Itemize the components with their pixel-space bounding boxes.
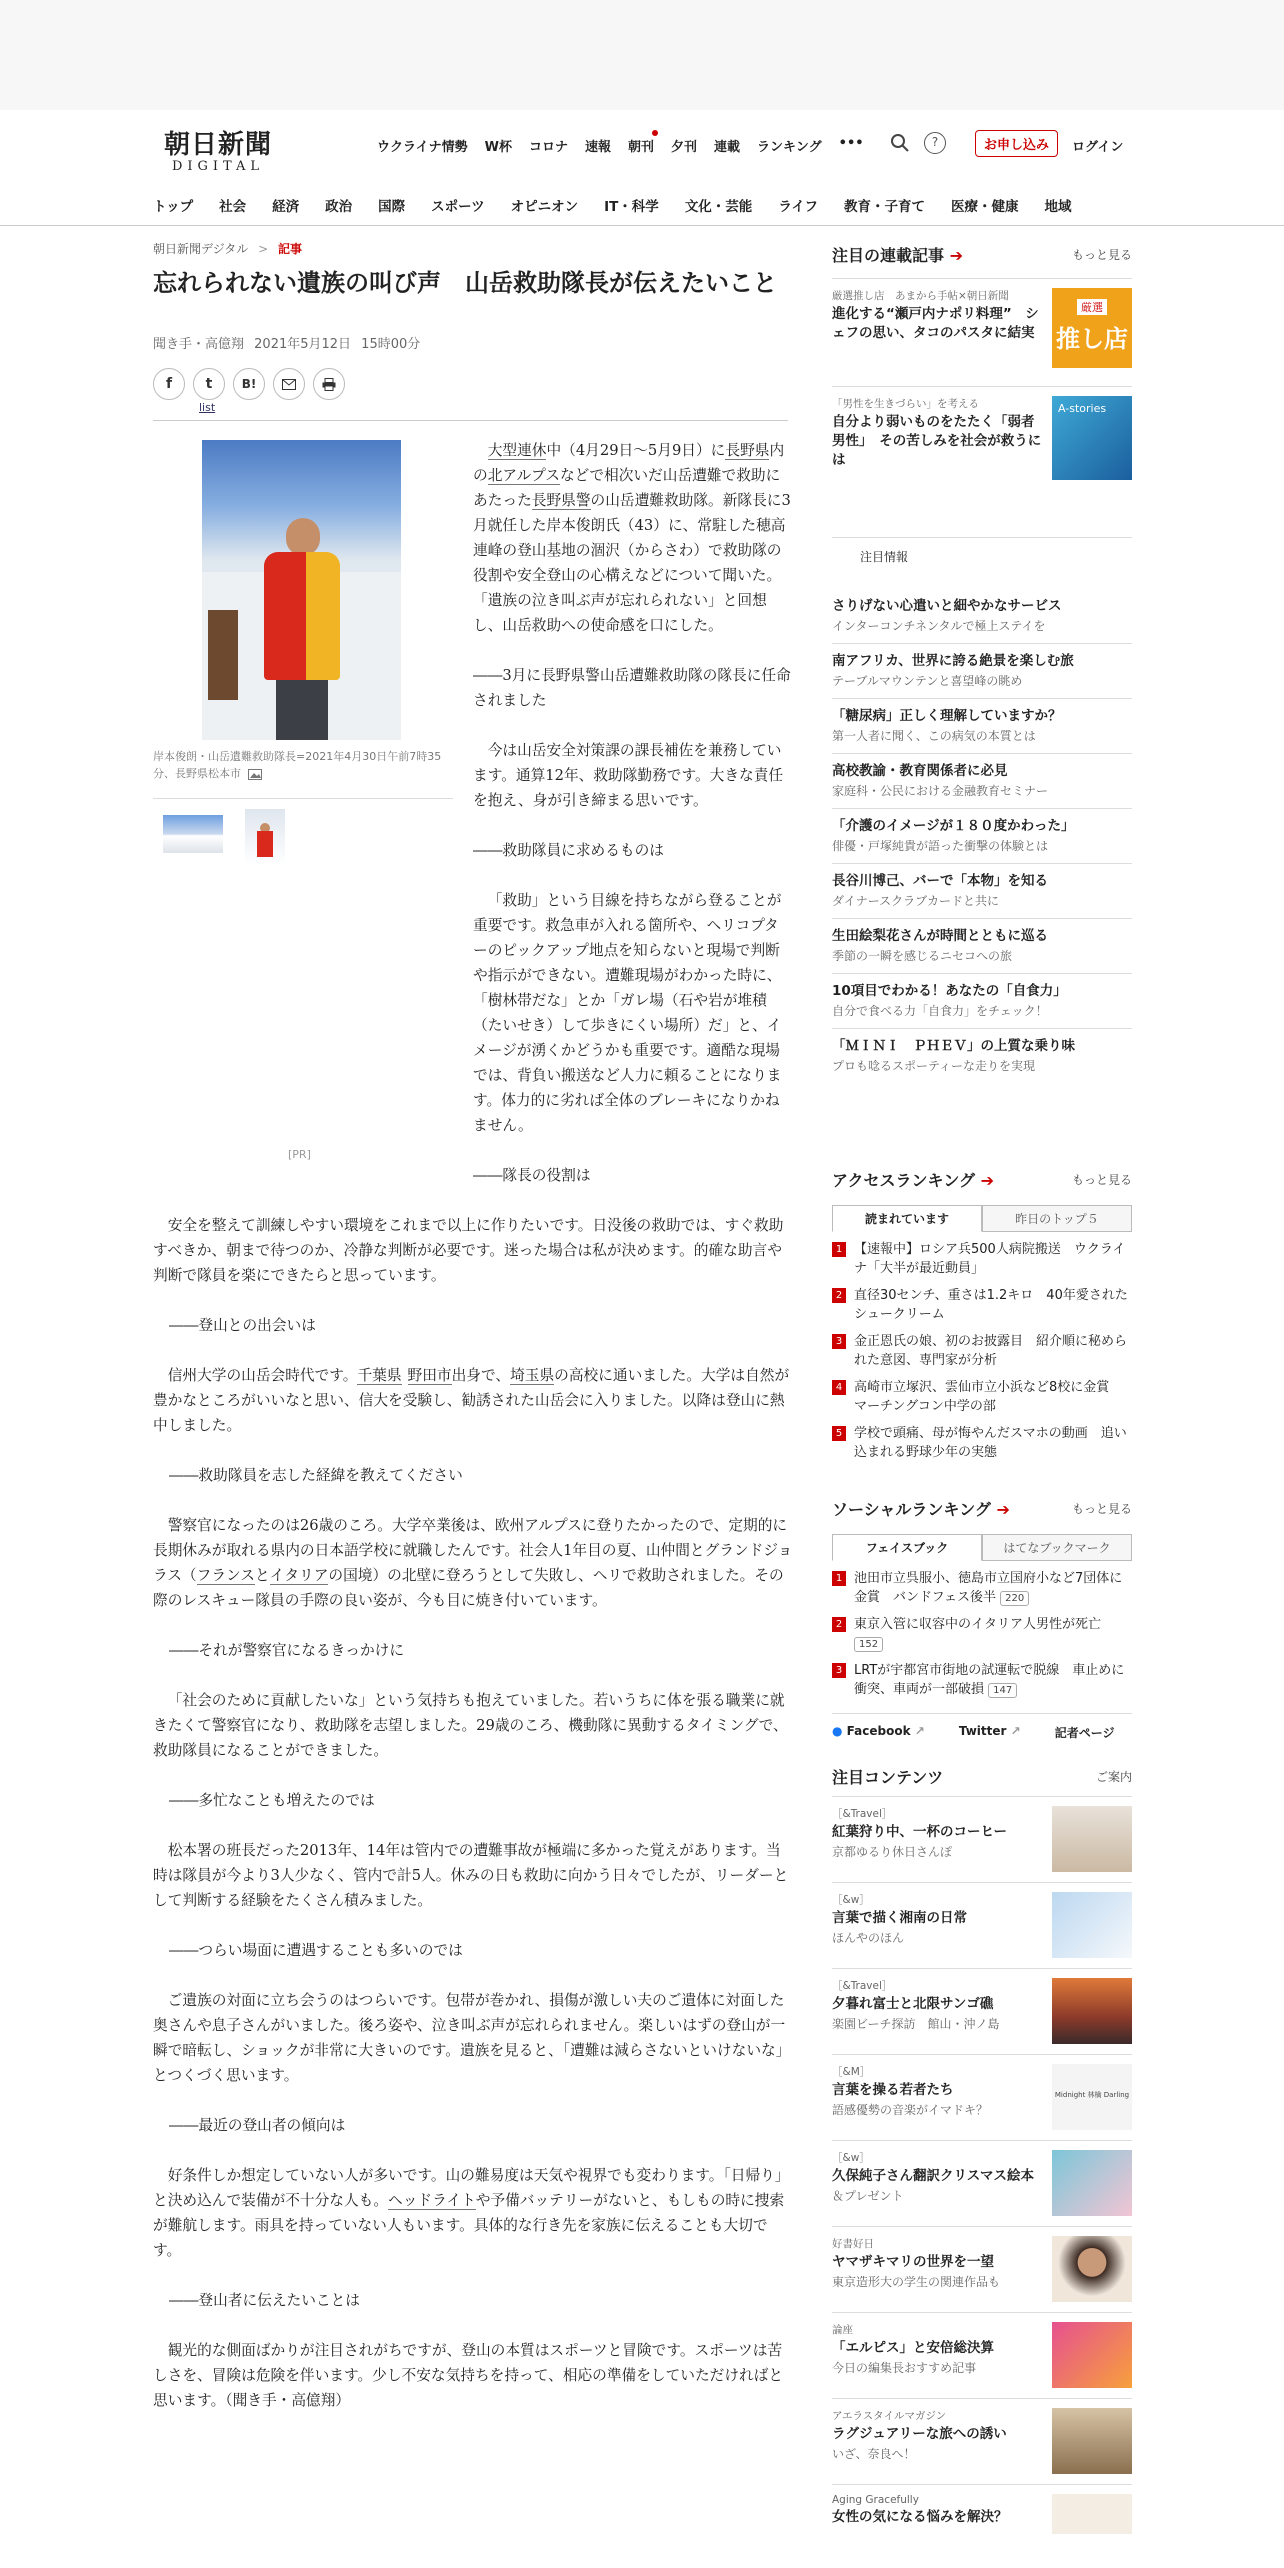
series-item-label: 厳選推し店 あまから手帖×朝日新聞	[832, 290, 1009, 302]
answer-9-text-2: や予備バッテリーがないと、もしもの時に捜索が難航します。雨具を持っていない人もいます。具体的な行き先を家族に伝えることも大切です。	[153, 2192, 785, 2259]
breadcrumb-home[interactable]: 朝日新聞デジタル	[153, 242, 249, 256]
content-label: ［&w］	[832, 2152, 870, 2164]
content-sub: いざ、奈良へ！	[832, 2447, 916, 2461]
topnav-ukraine[interactable]: ウクライナ情勢	[377, 140, 468, 155]
tag-link-saitama[interactable]: 埼玉県	[510, 1367, 555, 1384]
article-title: 忘れられない遺族の叫び声 山岳救助隊長が伝えたいこと	[153, 269, 777, 297]
nav-society[interactable]: 社会	[219, 199, 247, 215]
series-item-title: 進化する“瀬戸内ナポリ料理” シェフの思い、タコのパスタに結実	[832, 306, 1039, 341]
answer-4-text-3: の高校に通いました。大学は自然が豊かなところがいいなと思い、信大を受験し、勧誘された山岳会に入りました。以降は登山に熱中しました。	[153, 1367, 790, 1434]
content-label: ［&Travel］	[832, 1808, 893, 1820]
article-date: 2021年5月12日 15時00分	[254, 337, 421, 352]
content-item[interactable]	[832, 2484, 1132, 2544]
share-bar	[153, 368, 345, 400]
ranking-item[interactable]	[832, 1424, 1132, 1462]
share-count-badge: 220	[1000, 1591, 1029, 1606]
ranking-title: 【速報中】ロシア兵500人病院搬送 ウクライナ「大半が最近動員」	[854, 1242, 1126, 1276]
series-more-link[interactable]: もっと見る	[1071, 248, 1132, 262]
social-ranking-title-text: ソーシャルランキング	[832, 1500, 991, 1519]
article-author: 聞き手・高億翔	[153, 337, 245, 352]
lead-text-2: 内の	[473, 442, 785, 484]
facebook-link-label: Facebook	[846, 1724, 911, 1738]
content-image-text: Midnight 林檎 Darling	[1054, 2091, 1130, 2099]
content-sub: 語感優勢の音楽がイマドキ？	[832, 2103, 989, 2117]
series-section	[832, 243, 1132, 490]
pr-item[interactable]	[832, 863, 1132, 918]
content-title: 紅葉狩り中、一杯のコーヒー	[832, 1824, 1007, 1840]
tab-most-read[interactable]: 読まれています	[832, 1205, 982, 1232]
nav-sports[interactable]: スポーツ	[431, 199, 485, 215]
new-dot-icon	[652, 130, 658, 136]
breadcrumb-current[interactable]: 記事	[278, 242, 303, 256]
topnav-worldcup[interactable]: W杯	[484, 140, 512, 155]
pr-item-title: 10項目でわかる！あなたの「自食力」	[832, 983, 1067, 999]
content-image	[1052, 1978, 1132, 2044]
content-label: 好書好日	[832, 2238, 874, 2250]
content-item[interactable]	[832, 2312, 1132, 2398]
pr-item-sub: 家庭科・公民における金融教育セミナー	[832, 784, 1049, 798]
nav-culture[interactable]: 文化・芸能	[684, 199, 753, 215]
series-item[interactable]	[832, 278, 1132, 386]
arrow-right-icon: ➔	[996, 1500, 1010, 1519]
content-item[interactable]	[832, 2140, 1132, 2226]
series-image-label: A-stories	[1058, 402, 1107, 415]
content-title: 夕暮れ富士と北限サンゴ礁	[832, 1996, 994, 2012]
featured-title: 注目コンテンツ	[832, 1768, 944, 1787]
content-label: ［&Travel］	[832, 1980, 893, 1992]
nav-life[interactable]: ライフ	[778, 199, 819, 215]
nav-education[interactable]: 教育・子育て	[844, 199, 926, 215]
twitter-link[interactable]	[959, 1724, 1021, 1741]
tag-link-headlight[interactable]: ヘッドライト	[388, 2192, 476, 2209]
logo-subtext: DIGITAL	[171, 159, 265, 174]
content-label: ［&M］	[832, 2066, 871, 2078]
tag-link-north-alps[interactable]: 北アルプス	[487, 467, 560, 484]
ranking-item[interactable]	[832, 1615, 1132, 1653]
media-column-spacer	[153, 438, 473, 1170]
hatena-bookmark-icon[interactable]: B!	[233, 368, 265, 400]
series-image-label-top: 厳選	[1077, 299, 1107, 315]
pr-item-title: さりげない心遣いと細やかなサービス	[832, 598, 1062, 614]
content-item[interactable]	[832, 2226, 1132, 2312]
series-item-text	[832, 288, 1042, 377]
topnav-evening[interactable]: 夕刊	[671, 140, 698, 155]
tab-yesterday-top5[interactable]: 昨日のトップ５	[982, 1205, 1132, 1231]
pr-item-sub: 第一人者に聞く、この病気の本質とは	[832, 729, 1036, 743]
external-link-icon: ↗	[914, 1724, 925, 1738]
pr-header: 注目情報	[832, 537, 1132, 575]
question-1: ――3月に長野県警山岳遭難救助隊の隊長に任命されました	[473, 667, 791, 709]
series-title[interactable]	[832, 243, 963, 266]
content-label: 論座	[832, 2324, 853, 2336]
ranking-item[interactable]	[832, 1286, 1132, 1324]
pr-section	[832, 537, 1132, 1083]
content-sub: ＆プレゼント	[832, 2189, 904, 2203]
pr-item-title: 「介護のイメージが１８０度かわった」	[832, 818, 1075, 834]
content-image	[1052, 2236, 1132, 2302]
content-item[interactable]	[832, 1796, 1132, 1882]
topnav-corona[interactable]: コロナ	[528, 140, 568, 155]
divider	[153, 420, 788, 421]
pr-item[interactable]	[832, 698, 1132, 753]
logo-text: 朝日新聞	[163, 130, 272, 160]
lead-text-4: の山岳遭難救助隊。新隊長に3月就任した岸本俊朗氏（43）に、常駐した穂高連峰の登山基地の涸沢（からさわ）で救助隊の役割や安全登山の心構えなどについて聞いた。「遺族の泣き叫ぶ声が忘れられない」と回想し、山岳救助への使命感を口にした。	[473, 492, 791, 634]
pr-label: [PR]	[288, 1148, 311, 1161]
lead-text-3: などで相次いだ山岳遭難で救助にあたった	[473, 467, 781, 509]
lead-text-1: 中（4月29日～5月9日）に	[546, 442, 726, 459]
tag-link-france[interactable]: フランス	[196, 1567, 255, 1584]
article-body	[153, 438, 793, 2438]
ranking-title: 東京入管に収容中のイタリア人男性が死亡	[854, 1617, 1102, 1632]
content-title: ラグジュアリーな旅への誘い	[832, 2426, 1007, 2442]
social-more-link[interactable]: もっと見る	[1071, 1502, 1132, 1516]
series-image-label: 推し店	[1056, 325, 1128, 353]
content-image	[1052, 2150, 1132, 2216]
rank-number-badge: 2	[832, 1617, 846, 1632]
series-header	[832, 243, 1132, 266]
rank-number-badge: 4	[832, 1380, 846, 1395]
topnav-series[interactable]: 連載	[714, 140, 741, 155]
content-title: 「エルピス」と安倍総決算	[832, 2340, 994, 2356]
ranking-title: 高崎市立塚沢、雲仙市立小浜など8校に金賞 マーチングコン中学の部	[854, 1380, 1123, 1414]
series-title-text: 注目の連載記事	[832, 246, 945, 265]
ranking-item[interactable]	[832, 1378, 1132, 1416]
pr-item-sub: 俳優・戸塚純貴が語った衝撃の体験とは	[832, 839, 1049, 853]
topnav-ranking[interactable]: ランキング	[757, 140, 822, 155]
help-icon[interactable]: ?	[924, 132, 946, 154]
content-image	[1052, 2494, 1132, 2534]
question-10: ――登山者に伝えたいことは	[169, 2292, 360, 2309]
subscribe-button[interactable]: お申し込み	[975, 130, 1058, 157]
breadcrumb	[153, 240, 302, 257]
pr-item-sub: 自分で食べる力「自食力」をチェック！	[832, 1004, 1048, 1018]
social-ranking	[832, 1497, 1132, 1741]
pr-item-sub: ダイナースクラブカードと共に	[832, 894, 1000, 908]
header-icons	[890, 132, 946, 154]
question-7: ――多忙なことも増えたのでは	[169, 1792, 375, 1809]
pr-item[interactable]	[832, 918, 1132, 973]
access-tabs	[832, 1205, 1132, 1232]
series-item-label: 「男性を生きづらい」を考える	[832, 398, 979, 410]
series-item-image	[1052, 396, 1132, 480]
content-image	[1052, 2408, 1132, 2474]
pr-item-title: 生田絵梨花さんが時間とともに巡る	[832, 928, 1048, 944]
nav-it-science[interactable]: IT・科学	[604, 199, 659, 215]
external-link-icon: ↗	[1010, 1724, 1021, 1738]
arrow-right-icon: ➔	[980, 1171, 995, 1190]
access-ranking-header	[832, 1168, 1132, 1191]
tag-link-chiba[interactable]: 千葉県	[357, 1367, 402, 1384]
answer-9-text-1: 好条件しか想定していない人が多いです。山の難易度は天気や視界でも変わります。「日帰り」と決め込んで装備が不十分な人も。	[153, 2167, 790, 2209]
content-sub: 楽園ビーチ探訪 館山・沖ノ島	[832, 2017, 1000, 2031]
question-5: ――救助隊員を志した経緯を教えてください	[169, 1467, 463, 1484]
pr-item[interactable]	[832, 643, 1132, 698]
pr-item-title: 「糖尿病」正しく理解していますか？	[832, 708, 1062, 724]
ranking-title: LRTが宇都宮市街地の試運転で脱線 車止めに衝突、車両が一部破損	[854, 1663, 1125, 1697]
rank-number-badge: 5	[832, 1426, 846, 1441]
tag-link-italy[interactable]: イタリア	[269, 1567, 329, 1584]
question-8: ――つらい場面に遭遇することも多いのでは	[169, 1942, 463, 1959]
question-3: ――隊長の役割は	[473, 1167, 591, 1184]
search-icon[interactable]	[890, 133, 910, 153]
content-item[interactable]	[832, 1882, 1132, 1968]
series-item[interactable]	[832, 386, 1132, 490]
facebook-share-icon[interactable]: f	[153, 368, 185, 400]
answer-10: 観光的な側面ばかりが注目されがちですが、登山の本質はスポーツと冒険です。スポーツは苦しさを、冒険は危険を伴います。少し不安な気持ちを持って、相応の準備をしていただければと思います。（聞き手・高億翔）	[153, 2342, 784, 2409]
share-count-badge: 147	[988, 1683, 1017, 1698]
nav-health[interactable]: 医療・健康	[951, 199, 1019, 215]
pr-item-sub: テーブルマウンテンと喜望峰の眺め	[832, 674, 1023, 688]
pr-item-sub: 季節の一瞬を感じるニセコへの旅	[832, 949, 1013, 963]
tab-facebook[interactable]: フェイスブック	[832, 1534, 982, 1561]
content-sub: 京都ゆるり休日さんぽ	[832, 1845, 953, 1859]
ranking-item[interactable]	[832, 1332, 1132, 1370]
question-2: ――救助隊員に求めるものは	[473, 842, 664, 859]
content-label: Aging Gracefully	[832, 2494, 919, 2506]
nav-economy[interactable]: 経済	[272, 199, 300, 215]
content-title: 言葉を操る若者たち	[832, 2082, 954, 2098]
answer-5-text-3: の国境）の北壁に登ろうとして失敗し、ヘリで救助されました。その際のレスキュー隊員の手際の良い姿が、今も目に焼き付いています。	[153, 1567, 784, 1609]
featured-header	[832, 1765, 1132, 1788]
nav-politics[interactable]: 政治	[325, 199, 353, 215]
site-logo[interactable]	[153, 124, 283, 174]
nav-region[interactable]: 地域	[1044, 199, 1072, 215]
featured-contents	[832, 1765, 1132, 2544]
access-ranking-title[interactable]	[832, 1168, 994, 1191]
twitter-link-label: Twitter	[958, 1724, 1007, 1738]
answer-4	[153, 1363, 793, 1438]
question-6: ――それが警察官になるきっかけに	[169, 1642, 405, 1659]
rank-number-badge: 3	[832, 1663, 846, 1678]
social-ranking-title[interactable]	[832, 1497, 1010, 1520]
nav-international[interactable]: 国際	[378, 199, 406, 215]
answer-5-text-2: と	[254, 1567, 270, 1584]
pr-item-title: 高校教諭・教育関係者に必見	[832, 763, 1008, 779]
pr-item-sub: インターコンチネンタルで極上ステイを	[832, 619, 1046, 633]
content-item[interactable]	[832, 1968, 1132, 2054]
series-item-image	[1052, 288, 1132, 368]
content-image	[1052, 2064, 1132, 2130]
content-image	[1052, 1806, 1132, 1872]
answer-5	[153, 1513, 793, 1613]
content-item[interactable]	[832, 2054, 1132, 2140]
answer-7: 松本署の班長だった2013年、14年は管内での遭難事故が極端に多かった覚えがあります。当時は隊員が今より3人少なく、管内で計5人。休みの日も救助に向かう日々でしたが、リーダーとして判断する経験をたくさん積みました。	[153, 1842, 789, 1909]
social-ranking-header	[832, 1497, 1132, 1520]
tag-link-noda[interactable]: 野田市	[407, 1367, 452, 1384]
question-9: ――最近の登山者の傾向は	[169, 2117, 346, 2134]
answer-4-text-1: 信州大学の山岳会時代です。	[167, 1367, 358, 1384]
rank-number-badge: 3	[832, 1334, 846, 1349]
rank-number-badge: 2	[832, 1288, 846, 1303]
content-item[interactable]	[832, 2398, 1132, 2484]
pr-item-title: 長谷川博己、バーで「本物」を知る	[832, 873, 1048, 889]
topnav-morning[interactable]	[628, 136, 654, 155]
twitter-share-icon[interactable]: t	[193, 368, 225, 400]
pr-item[interactable]	[832, 808, 1132, 863]
pr-item[interactable]	[832, 973, 1132, 1028]
top-ad-band	[0, 0, 1284, 110]
mail-share-icon[interactable]	[273, 368, 305, 400]
social-tabs	[832, 1534, 1132, 1561]
content-label: ［&w］	[832, 1894, 870, 1906]
pr-item-title: 南アフリカ、世界に誇る絶景を楽しむ旅	[832, 653, 1074, 669]
content-image	[1052, 1892, 1132, 1958]
tag-link-nagano-police[interactable]: 長野県警	[531, 492, 591, 509]
rank-number-badge: 1	[832, 1242, 846, 1257]
ranking-item[interactable]	[832, 1240, 1132, 1278]
rank-number-badge: 1	[832, 1571, 846, 1586]
pr-item[interactable]	[832, 589, 1132, 643]
login-link[interactable]: ログイン	[1072, 140, 1124, 155]
answer-5-text-1: 警察官になったのは26歳のころ。大学卒業後は、欧州アルプスに登りたかったので、定期的に長期休みが取れる県内の日本語学校に就職したんです。社会人1年目の夏、山仲間とグランドジョラス（	[153, 1517, 793, 1584]
ranking-item[interactable]	[832, 1569, 1132, 1607]
topnav-breaking[interactable]: 速報	[584, 140, 611, 155]
tag-link-holiday[interactable]: 大型連休	[487, 442, 547, 459]
pr-item-sub: プロも唸るスポーティーな走りを実現	[832, 1059, 1036, 1073]
pr-item[interactable]	[832, 753, 1132, 808]
ranking-title: 直径30センチ、重さは1.2キロ 40年愛されたシュークリーム	[854, 1288, 1128, 1322]
top-nav	[377, 136, 864, 155]
breadcrumb-separator: >	[258, 242, 269, 256]
answer-4-text-2: 出身で、	[451, 1367, 511, 1384]
content-title: 女性の気になる悩みを解決？	[832, 2509, 1008, 2525]
print-icon[interactable]	[313, 368, 345, 400]
access-ranking-title-text: アクセスランキング	[832, 1171, 976, 1190]
content-sub: ほんやのほん	[832, 1931, 905, 1945]
facebook-link[interactable]	[832, 1724, 925, 1741]
pr-list	[832, 589, 1132, 1083]
ranking-item[interactable]	[832, 1661, 1132, 1699]
ranking-title: 金正恩氏の娘、初のお披露目 紹介順に秘められた意図、専門家が分析	[854, 1334, 1128, 1368]
ranking-title: 池田市立呉服小、徳島市立国府小など7団体に金賞 バンドフェス後半	[854, 1571, 1123, 1605]
answer-9	[153, 2163, 793, 2263]
social-links	[832, 1713, 1132, 1741]
arrow-right-icon: ➔	[949, 246, 963, 265]
tab-hatena-bookmark[interactable]: はてなブックマーク	[982, 1534, 1132, 1560]
topnav-morning-label: 朝刊	[628, 140, 655, 155]
photo-caption-text: 岸本俊朗・山岳遺難救助隊長=2021年4月30日午前7時35分、長野県松本市	[153, 750, 442, 780]
access-ranking	[832, 1168, 1132, 1462]
content-title: ヤマザキマリの世界を一望	[832, 2254, 994, 2270]
article-byline	[153, 333, 420, 352]
pr-item[interactable]	[832, 1028, 1132, 1083]
tag-link-nagano[interactable]: 長野県	[725, 442, 770, 459]
series-item-text	[832, 396, 1042, 481]
content-title: 言葉で描く湘南の日常	[832, 1910, 967, 1926]
content-image	[1052, 2322, 1132, 2388]
content-title: 久保純子さん翻訳クリスマス絵本	[832, 2168, 1034, 2184]
featured-guide-link[interactable]: ご案内	[1095, 1770, 1132, 1784]
site-header	[0, 110, 1284, 226]
answer-3: 安全を整えて訓練しやすい環境をこれまで以上に作りたいです。日没後の救助では、すぐ救助すべきか、朝まで待つのか、冷静な判断が必要です。迷った場合は私が決めます。的確な助言や判断で隊員を楽にできたらと思っています。	[153, 1217, 784, 1284]
content-label: アエラスタイルマガジン	[832, 2410, 947, 2422]
facebook-icon: ●	[832, 1724, 843, 1738]
reporter-page-link[interactable]: 記者ページ	[1054, 1726, 1115, 1740]
answer-1: 今は山岳安全対策課の課長補佐を兼務しています。通算12年、救助隊勤務です。大きな責任を抱え、身が引き締まる思いです。	[473, 742, 784, 809]
nav-opinion[interactable]: オピニオン	[510, 199, 579, 215]
pr-item-title: 「ＭＩＮＩ ＰＨＥＶ」の上質な乗り味	[832, 1038, 1075, 1054]
answer-8: ご遺族の対面に立ち会うのはつらいです。包帯が巻かれ、損傷が激しい夫のご遺体に対面した奥さんや息子さんがいました。後ろ姿や、泣き叫ぶ声が忘れられません。楽しいはずの登山が一瞬で暗転し、ショックが非常に大きいのです。遺族を見ると、「遭難は減らさないといけないな」とつくづく思います。	[153, 1992, 791, 2084]
question-4: ――登山との出会いは	[169, 1317, 316, 1334]
access-more-link[interactable]: もっと見る	[1071, 1173, 1132, 1187]
answer-6: 「社会のために貢献したいな」という気持ちも抱えていました。若いうちに体を張る職業に就きたくて警察官になり、救助隊を志望しました。29歳のころ、機動隊に異動するタイミングで、救助隊員になることができました。	[153, 1692, 788, 1759]
content-sub: 東京造形大の学生の関連作品も	[832, 2275, 1001, 2289]
share-count-link[interactable]: list	[199, 401, 216, 414]
ranking-title: 学校で頭痛、母が悔やんだスマホの動画 追い込まれる野球少年の実態	[854, 1426, 1127, 1460]
main-nav	[153, 195, 1072, 215]
series-item-title: 自分より弱いものをたたく「弱者男性」 その苦しみを社会が救うには	[832, 414, 1042, 468]
more-menu-icon[interactable]: •••	[838, 136, 864, 151]
content-sub: 今日の編集長おすすめ記事	[832, 2361, 977, 2375]
answer-2: 「救助」という目線を持ちながら登ることが重要です。救急車が入れる箇所や、ヘリコプターのピックアップ地点を知らないと現場で判断や指示ができない。遭難現場がわかった時に、「樹林帯だな」とか「ガレ場（石や岩が堆積（たいせき）して歩きにくい場所）だ」と、イメージが湧くかどうかも重要です。適酷な現場では、背負い搬送など人力に頼ることになります。体力的に劣れば全体のブレーキになりかねません。	[473, 892, 782, 1134]
nav-top[interactable]: トップ	[153, 199, 194, 215]
share-count-badge: 152	[854, 1637, 883, 1652]
